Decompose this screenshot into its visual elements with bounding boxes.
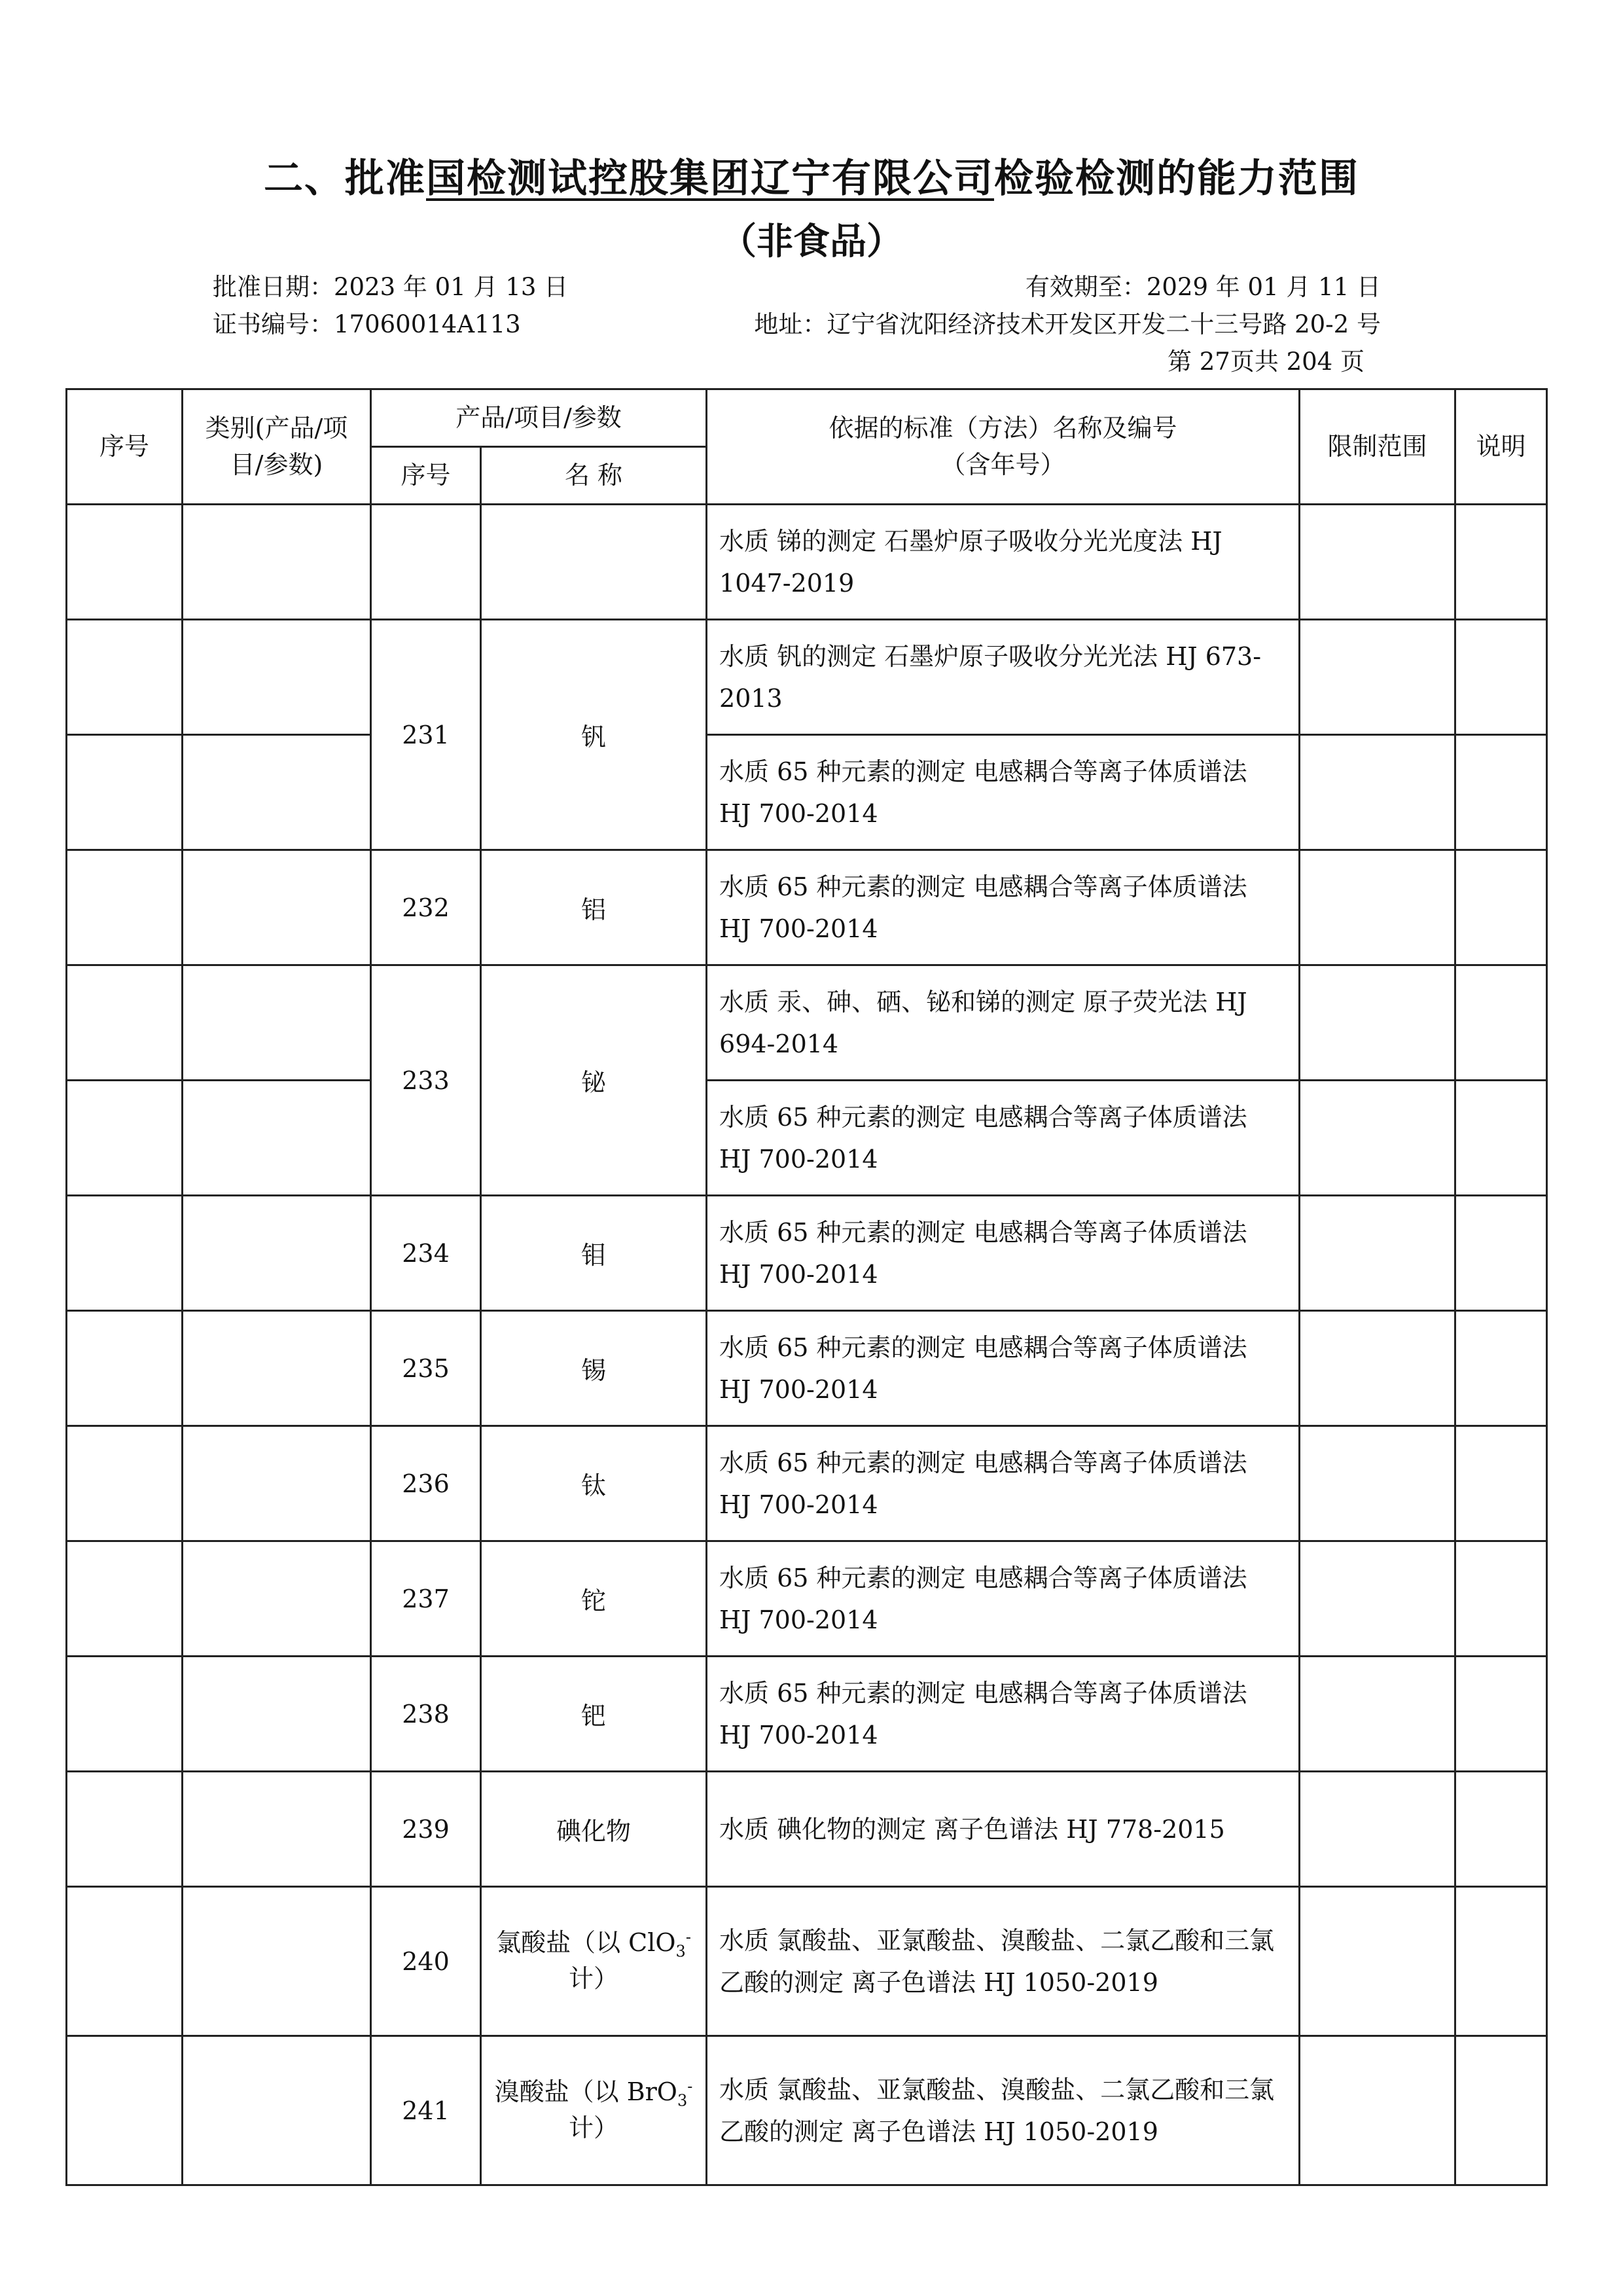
standard-cell: 水质 氯酸盐、亚氯酸盐、溴酸盐、二氯乙酸和三氯乙酸的测定 离子色谱法 HJ 1050-2019: [707, 2036, 1300, 2185]
table-row: [67, 850, 1547, 965]
table-row: [67, 965, 1547, 1081]
item-number: 232: [371, 850, 481, 965]
table-row: [67, 620, 1547, 735]
item-name: 碘化物: [481, 1772, 707, 1887]
table-row: [67, 1081, 1547, 1196]
item-name: 钯: [481, 1657, 707, 1772]
item-number: 239: [371, 1772, 481, 1887]
item-name: 钛: [481, 1426, 707, 1541]
certificate-number: 证书编号：17060014A113: [213, 310, 521, 338]
table-row: [67, 505, 1547, 620]
standard-cell: 水质 氯酸盐、亚氯酸盐、溴酸盐、二氯乙酸和三氯乙酸的测定 离子色谱法 HJ 1050-2019: [707, 1887, 1300, 2036]
item-number: 238: [371, 1657, 481, 1772]
standard-cell: 水质 汞、砷、硒、铋和锑的测定 原子荧光法 HJ 694-2014: [707, 965, 1300, 1081]
item-number: 235: [371, 1311, 481, 1426]
header-sub-seq: 序号: [371, 447, 481, 505]
standard-cell: 水质 65 种元素的测定 电感耦合等离子体质谱法 HJ 700-2014: [707, 850, 1300, 965]
item-name: 铝: [481, 850, 707, 965]
header-seq: 序号: [67, 389, 183, 505]
standard-cell: 水质 65 种元素的测定 电感耦合等离子体质谱法 HJ 700-2014: [707, 1657, 1300, 1772]
item-number: 236: [371, 1426, 481, 1541]
approval-date: 批准日期：2023 年 01 月 13 日: [213, 273, 569, 301]
table-row: [67, 1657, 1547, 1772]
table-row: [67, 735, 1547, 850]
standard-cell: 水质 65 种元素的测定 电感耦合等离子体质谱法 HJ 700-2014: [707, 1541, 1300, 1657]
page-number: 第 27页共 204 页: [1168, 348, 1364, 376]
standard-cell: 水质 锑的测定 石墨炉原子吸收分光光度法 HJ 1047-2019: [707, 505, 1300, 620]
page-subtitle: （非食品）: [720, 221, 903, 263]
standard-cell: 水质 钒的测定 石墨炉原子吸收分光光法 HJ 673-2013: [707, 620, 1300, 735]
standard-cell: 水质 碘化物的测定 离子色谱法 HJ 778-2015: [707, 1772, 1300, 1887]
item-number: 234: [371, 1196, 481, 1311]
standard-cell: 水质 65 种元素的测定 电感耦合等离子体质谱法 HJ 700-2014: [707, 1196, 1300, 1311]
table-row: [67, 1772, 1547, 1887]
item-number: 241: [371, 2036, 481, 2185]
table-row: [67, 2036, 1547, 2185]
page-title: [0, 147, 1623, 204]
item-name: 钼: [481, 1196, 707, 1311]
header-product-group: 产品/项目/参数: [371, 389, 707, 447]
table-row: [67, 1887, 1547, 2036]
item-name: 钒: [481, 620, 707, 850]
item-number: 231: [371, 620, 481, 850]
item-number: 240: [371, 1887, 481, 2036]
table-row: [67, 1426, 1547, 1541]
title-prefix: 二、批准: [264, 156, 426, 202]
item-number: 233: [371, 965, 481, 1196]
title-suffix: 检验检测的能力范围: [994, 156, 1359, 202]
header-category: 类别(产品/项目/参数): [183, 389, 371, 505]
table-row: [67, 1196, 1547, 1311]
valid-until: 有效期至：2029 年 01 月 11 日: [1025, 273, 1381, 301]
header-note: 说明: [1455, 389, 1547, 505]
standard-cell: 水质 65 种元素的测定 电感耦合等离子体质谱法 HJ 700-2014: [707, 1311, 1300, 1426]
header-standard: 依据的标准（方法）名称及编号（含年号）: [707, 389, 1300, 505]
title-organization: 国检测试控股集团辽宁有限公司: [426, 156, 994, 202]
item-name: 溴酸盐（以 BrO$_3$- 计）: [481, 2036, 707, 2185]
item-number: 237: [371, 1541, 481, 1657]
item-name: 锡: [481, 1311, 707, 1426]
item-name: 铊: [481, 1541, 707, 1657]
table-row: [67, 1541, 1547, 1657]
standard-cell: 水质 65 种元素的测定 电感耦合等离子体质谱法 HJ 700-2014: [707, 735, 1300, 850]
standard-cell: 水质 65 种元素的测定 电感耦合等离子体质谱法 HJ 700-2014: [707, 1426, 1300, 1541]
address: 地址：辽宁省沈阳经济技术开发区开发二十三号路 20-2 号: [754, 310, 1381, 338]
item-name: 铋: [481, 965, 707, 1196]
capability-table: [65, 388, 1548, 2186]
table-row: [67, 1311, 1547, 1426]
item-name: 氯酸盐（以 ClO$_3$- 计）: [481, 1887, 707, 2036]
standard-cell: 水质 65 种元素的测定 电感耦合等离子体质谱法 HJ 700-2014: [707, 1081, 1300, 1196]
header-limit: 限制范围: [1300, 389, 1455, 505]
header-sub-name: 名 称: [481, 447, 707, 505]
